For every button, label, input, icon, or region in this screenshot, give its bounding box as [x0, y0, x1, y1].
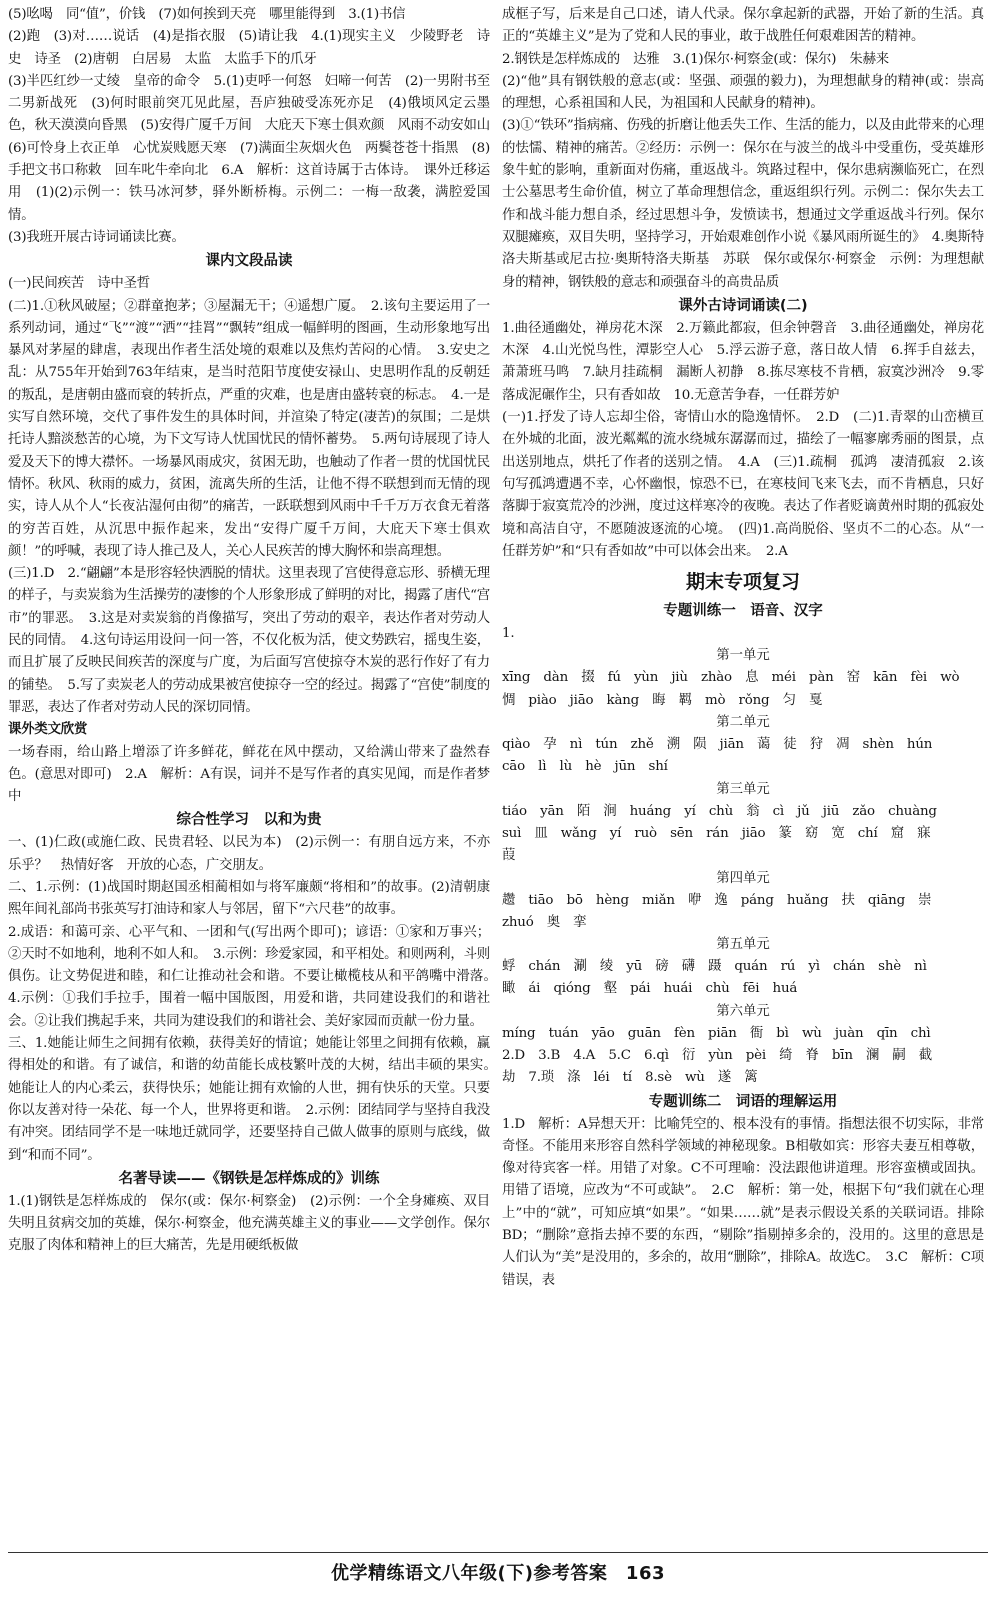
pinyin-line: zhuó 奥 挛	[502, 914, 587, 930]
subsection-heading: 课外类文欣赏	[8, 722, 88, 738]
unit-heading: 第一单元	[716, 648, 770, 664]
section-heading: 名著导读——《钢铁是怎样炼成的》训练	[118, 1170, 380, 1187]
unit-heading: 第六单元	[716, 1003, 770, 1019]
answer-paragraph: (3)①“铁环”指病痛、伤残的折磨让他丢失工作、生活的能力，以及由此带来的心理的怯懦、精神的痛苦。②经历：示例一：保尔在与波兰的战斗中受重伤，受英雄形象牛虻的影响，重新面对伤痛，重返战斗。筑路过程中，保尔患病濒临死亡，在烈士公墓思考生命价值，树立了革命理想信念，重返组织行列。示例二：保尔失去工作和战斗能力想自杀，经过思想斗争，发愤读书，想通过文学重返战斗行列。保尔双腿瘫痪，双目失明，坚持学习，开始艰难创作小说《暴风雨所诞生的》 4.奥斯特洛夫斯基或尼古拉·奥斯特洛夫斯基 苏联 保尔或保尔·柯察金 示例：为理想献身的精神，钢铁般的意志和顽强奋斗的高贵品质	[502, 118, 984, 290]
chapter-heading: 期末专项复习	[685, 571, 800, 594]
answer-paragraph: 劫 7.琐 涤 léi tí 8.sè wù 遂 篱	[502, 1070, 758, 1086]
pinyin-line: tiáo yān 陌 涧 huáng yí chù 翁 cì jǔ jiū zǎo chuàng	[502, 803, 937, 819]
unit-heading: 第五单元	[716, 937, 770, 953]
pinyin-line: míng tuán yāo guān fèn piān 衙 bì wù juàn qīn chì	[502, 1025, 931, 1041]
answer-paragraph: (3)我班开展古诗词诵读比赛。	[8, 229, 185, 245]
pinyin-line: cāo lì lù hè jūn shí	[502, 759, 668, 775]
pinyin-line: 趱 tiāo bō hèng miǎn 咿 逸 páng huǎng 扶 qiāng 崇	[502, 892, 932, 908]
answer-paragraph: 1.D 解析：A异想天开：比喻凭空的、根本没有的事情。指想法很不切实际，非常奇怪。不能用来形容自然科学领域的神秘现象。B相敬如宾：形容夫妻互相尊敬，像对待宾客一样。用错了对象。C不可理喻：没法跟他讲道理。形容蛮横或固执。用错了语境，应改为“不可或缺”。 2.C 解析：第一处，根据下句“我们就在心理上”中的“就”，可知应填“如果”。“如果……就”是表示假设关系的关联词语。排除BD；“删除”意指去掉不要的东西，“剔除”指剔掉多余的，没用的。这里的意思是人们认为“美”是没用的，多余的，故用“删除”，排除A。故选C。 3.C 解析：C项错误，表	[502, 1116, 984, 1288]
pinyin-line: xīng dàn 掇 fú yùn jiù zhào 息 méi pàn 窑 kān fèi wò	[502, 670, 960, 686]
pinyin-line: 蜉 chán 涮 绫 yū 磅 礴 蹑 quán rú yì chán shè nì	[502, 959, 927, 975]
answer-number: 1.	[502, 626, 515, 642]
pinyin-line: suì 皿 wǎng yí ruò sēn rán jiāo 篆 窈 宽 chí 窟 寐	[502, 825, 931, 841]
answer-paragraph: 成框子写，后来是自己口述，请人代录。保尔拿起新的武器，开始了新的生活。真正的“英雄主义”是为了党和人民的事业，敢于战胜任何艰难困苦的精神。	[502, 7, 984, 45]
pinyin-line: 瞰 ái qióng 壑 pái huái chù fēi huá	[502, 981, 798, 997]
answer-paragraph: (一)1.抒发了诗人忘却尘俗，寄情山水的隐逸情怀。 2.D (二)1.青翠的山峦横亘在外城的北面，波光粼粼的流水绕城东潺潺而过，描绘了一幅寥廓秀丽的图景，点出送别地点，烘托了作者的送别之情。 4.A (三)1.疏桐 孤鸿 凄清孤寂 2.该句写孤鸿遭遇不幸，心怀幽恨，惊恐不已，在寒枝间飞来飞去，而不肯栖息，只好落脚于寂寞荒冷的沙洲，度过这样寒冷的夜晚。表达了作者贬谪黄州时期的孤寂处境和高洁自守，不愿随波逐流的心境。 (四)1.高尚脱俗、坚贞不二的心态。从“一任群芳妒”和“只有香如故”中可以体会出来。 2.A	[502, 410, 984, 559]
answer-paragraph: 2.D 3.B 4.A 5.C 6.qì 衍 yùn pèi 绮 脊 bīn 澜 嗣 截	[502, 1047, 932, 1063]
answer-paragraph: (2)跑 (3)对……说话 (4)是指衣服 (5)请让我 4.(1)现实主义 少陵野老 诗史 诗圣 (2)唐朝 白居易 太监 太监手下的爪牙	[8, 29, 490, 67]
answer-paragraph: (三)1.D 2.“翩翩”本是形容轻快洒脱的情状。这里表现了宫使得意忘形、骄横无理的样子，与卖炭翁为生活操劳的凄惨的个人形象形成了鲜明的对比，揭露了唐代“宫市”的罪恶。 3.这是对卖炭翁的肖像描写，突出了劳动的艰辛，表达作者对劳动人民的同情。 4.这句诗运用设问一问一答，不仅化板为活，使文势跌宕，摇曳生姿，而且扩展了反映民间疾苦的深度与广度，为后面写宫使掠夺木炭的恶行作好了有力的铺垫。 5.写了卖炭老人的劳动成果被宫使掠夺一空的经过。揭露了“宫使”制度的罪恶，表达了作者对劳动人民的深切同情。	[8, 566, 490, 715]
answer-paragraph: 一场春雨，给山路上增添了许多鲜花，鲜花在风中摆动，又给满山带来了盎然春色。(意思对即可) 2.A 解析：A有误，词并不是写作者的真实见闻，而是作者梦中	[8, 744, 490, 805]
answer-paragraph: (二)1.①秋风破屋；②群童抱茅；③屋漏无干；④遥想广厦。 2.该句主要运用了一系列动词，通过“飞”“渡”“洒”“挂罥”“飘转”组成一幅鲜明的图画，生动形象地写出暴风对茅屋的肆虐，表现出作者生活处境的艰难以及焦灼苦闷的心情。 3.安史之乱：从755年开始到763年结束，是当时范阳节度使安禄山、史思明作乱的反朝廷的叛乱，是唐朝由盛而衰的转折点，严重的灾难，也是唐由盛转衰的标志。 4.一是实写自然环境，交代了事件发生的具体时间，并渲染了特定(凄苦)的氛围；二是烘托诗人黯淡愁苦的心境，为下文写诗人忧国忧民的情怀蓄势。 5.两句诗展现了诗人爱及天下的博大襟怀。一场暴风雨成灾，贫困无助，也触动了作者一贯的忧国忧民情怀。秋风、秋雨的威力，贫困，流离失所的生活，让他不得不联想到而无情的现实，诗人从个人“长夜沾湿何由彻”的痛苦，一跃联想到风雨中千千万万衣食无着落的穷苦百姓，从沉思中振作起来，发出“安得广厦千万间，大庇天下寒士俱欢颜！”的呼喊，表现了诗人推己及人，关心人民疾苦的博大胸怀和崇高理想。	[8, 298, 490, 559]
section-heading: 专题训练一 语音、汉字	[663, 603, 823, 620]
unit-heading: 第三单元	[716, 781, 770, 797]
answer-paragraph: 二、1.示例：(1)战国时期赵国丞相蔺相如与将军廉颇“将相和”的故事。(2)清朝康熙年间礼部尚书张英写打油诗和家人与邻居，留下“六尺巷”的故事。	[8, 879, 490, 918]
answer-paragraph: 三、1.她能让师生之间拥有依赖，获得美好的情谊；她能让邻里之间拥有依赖，赢得相处的和谐。有了诚信，和谐的幼苗能长成枝繁叶茂的大树，结出丰硕的果实。 她能让人的内心柔云，获得快乐；她能让拥有欢愉的人世，拥有快乐的天堂。只要你以友善对待一朵花、每一个人，世界将更和谐。 2.示例：团结同学与坚持自我没有冲突。团结同学不是一味地迁就同学，还要坚持自己做人做事的原则与底线，做到“和而不同”。	[8, 1036, 504, 1163]
pinyin-line: qiào 孕 nì tún zhě 溯 陨 jiān 蔼 徒 狩 凋 shèn hún	[502, 737, 933, 753]
answer-paragraph: 一、(1)仁政(或施仁政、民贵君轻、以民为本) (2)示例一：有朋自远方来，不亦乐乎？ 热情好客 开放的心态，广交朋友。	[8, 835, 490, 873]
unit-heading: 第二单元	[716, 715, 770, 731]
pinyin-line: 葭	[502, 848, 516, 864]
right-column	[502, 4, 984, 1600]
answer-paragraph: 2.成语：和蔼可亲、心平气和、一团和气(写出两个即可)；谚语：①家和万事兴；②天时不如地利，地利不如人和。 3.示例：珍爱家园，和平相处。和则两利，斗则俱伤。让文势促进和睦，和仁让推动社会和谐。不要让橄榄枝从和平鸽嘴中滑落。 4.示例：①我们手拉手，围着一幅中国版图，用爱和谐，共同建设我们的和谐社会。②让我们携起手来，共同为建设我们的和谐社会、美好家园而贡献一份力量。	[8, 924, 504, 1029]
unit-heading: 第四单元	[716, 870, 770, 886]
page-footer: 优学精练语文八年级(下)参考答案 163	[330, 1563, 666, 1584]
section-heading: 综合性学习 以和为贵	[176, 812, 322, 829]
section-heading: 专题训练二 词语的理解运用	[648, 1093, 838, 1110]
subsection-heading: (一)民间疾苦 诗中圣哲	[8, 276, 150, 292]
section-heading: 课内文段品读	[205, 253, 293, 270]
answer-paragraph: 1.曲径通幽处，禅房花木深 2.万籁此都寂，但余钟磬音 3.曲径通幽处，禅房花木深 4.山光悦鸟性，潭影空人心 5.浮云游子意，落日故人情 6.挥手自兹去，萧萧班马鸣 7.缺月挂疏桐 漏断人初静 8.拣尽寒枝不肯栖，寂寞沙洲冷 9.零落成泥碾作尘，只有香如故 10.无意苦争春，一任群芳妒	[502, 320, 984, 403]
section-heading: 课外古诗词诵读(二)	[678, 297, 808, 314]
pinyin-line: 惆 piào jiāo kàng 晦 羁 mò rǒng 匀 戛	[502, 692, 823, 708]
answer-paragraph: (2)“他”具有钢铁般的意志(或：坚强、顽强的毅力)，为理想献身的精神(或：崇高的理想，心系祖国和人民，为祖国和人民献身的精神)。	[502, 73, 984, 112]
answer-paragraph: 1.(1)钢铁是怎样炼成的 保尔(或：保尔·柯察金) (2)示例：一个全身瘫痪、双目失明且贫病交加的英雄，保尔·柯察金，他充满英雄主义的事业——文学创作。保尔克服了肉体和精神上的巨大痛苦，先是用硬纸板做	[8, 1193, 490, 1254]
answer-paragraph: (5)吆喝 同“值”，价钱 (7)如何挨到天亮 哪里能得到 3.(1)书信	[8, 7, 406, 22]
footer-divider	[8, 1552, 988, 1553]
answer-paragraph: (3)半匹红纱一丈绫 皇帝的命令 5.(1)吏呼一何怒 妇啼一何苦 (2)一男附书至 二男新战死 (3)何时眼前突兀见此屋，吾庐独破受冻死亦足 (4)俄顷风定云墨色，秋天漠漠向昏黑 (5)安得广厦千万间 大庇天下寒士俱欢颜 风雨不动安如山 (6)可怜身上衣正单 心忧炭贱愿天寒 (7)满面尘灰烟火色 两鬓苍苍十指黑 (8)手把文书口称敕 回车叱牛牵向北 6.A 解析：这首诗属于古体诗。 课外迁移运用 (1)(2)示例一：铁马冰河梦，驿外断桥梅。示例二：一梅一敌袭，满腔爱国情。	[8, 73, 504, 223]
answer-paragraph: 2.钢铁是怎样炼成的 达雅 3.(1)保尔·柯察金(或：保尔) 朱赫来	[502, 51, 889, 67]
